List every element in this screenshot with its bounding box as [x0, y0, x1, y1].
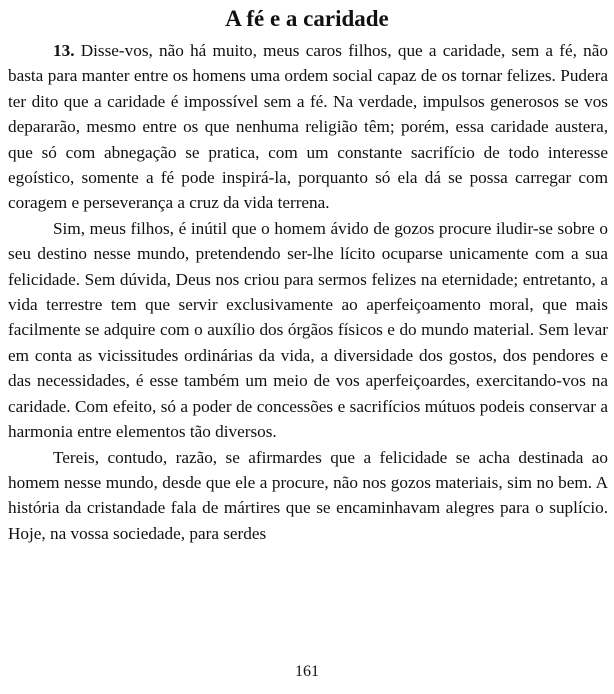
paragraph-3 [8, 445, 608, 547]
page-title: A fé e a caridade [225, 6, 389, 31]
page-number: 161 [295, 663, 319, 680]
paragraph-text: Sim, meus filhos, é inútil que o homem ávido de gozos procure iludir-se sobre o seu destino nesse mundo, pretendendo ser-lhe lícito ocuparse unicamente com a sua felicidade. Sem dúvida, Deus nos criou para sermos felizes na eternidade; entretanto, a vida terrestre tem que servir exclusivamente ao aperfeiçoamento moral, que mais facilmente se adquire com o auxílio dos órgãos físicos e do mundo material. Sem levar em conta as vicissitudes ordinárias da vida, a diversidade dos gostos, dos pendores e das necessidades, é esse também um meio de vos aperfeiçoardes, exercitando-vos na caridade. Com efeito, só a poder de concessões e sacrifícios mútuos podeis conservar a harmonia entre elementos tão diversos. [8, 218, 608, 442]
paragraph-1 [8, 38, 608, 216]
page-body [8, 38, 608, 546]
paragraph-2 [8, 216, 608, 445]
item-number: 13. [53, 41, 75, 60]
paragraph-text: Disse-vos, não há muito, meus caros filhos, que a caridade, sem a fé, não basta para manter entre os homens uma ordem social capaz de os tornar felizes. Pudera ter dito que a caridade é impossível sem a fé. Na verdade, impulsos generosos se vos depararão, mesmo entre os que nenhuma religião têm; porém, essa caridade austera, que só com abnegação se pratica, com um constante sacrifício de todo interesse egoístico, somente a fé pode inspirá-la, porquanto só ela dá se possa carregar com coragem e perseverança a cruz da vida terrena. [8, 41, 608, 213]
paragraph-text: Tereis, contudo, razão, se afirmardes que a felicidade se acha destinada ao homem nesse mundo, desde que ele a procure, não nos gozos materiais, sim no bem. A história da cristandade fala de mártires que se encaminhavam alegres para o suplício. Hoje, na vossa sociedade, para serdes [8, 447, 608, 543]
